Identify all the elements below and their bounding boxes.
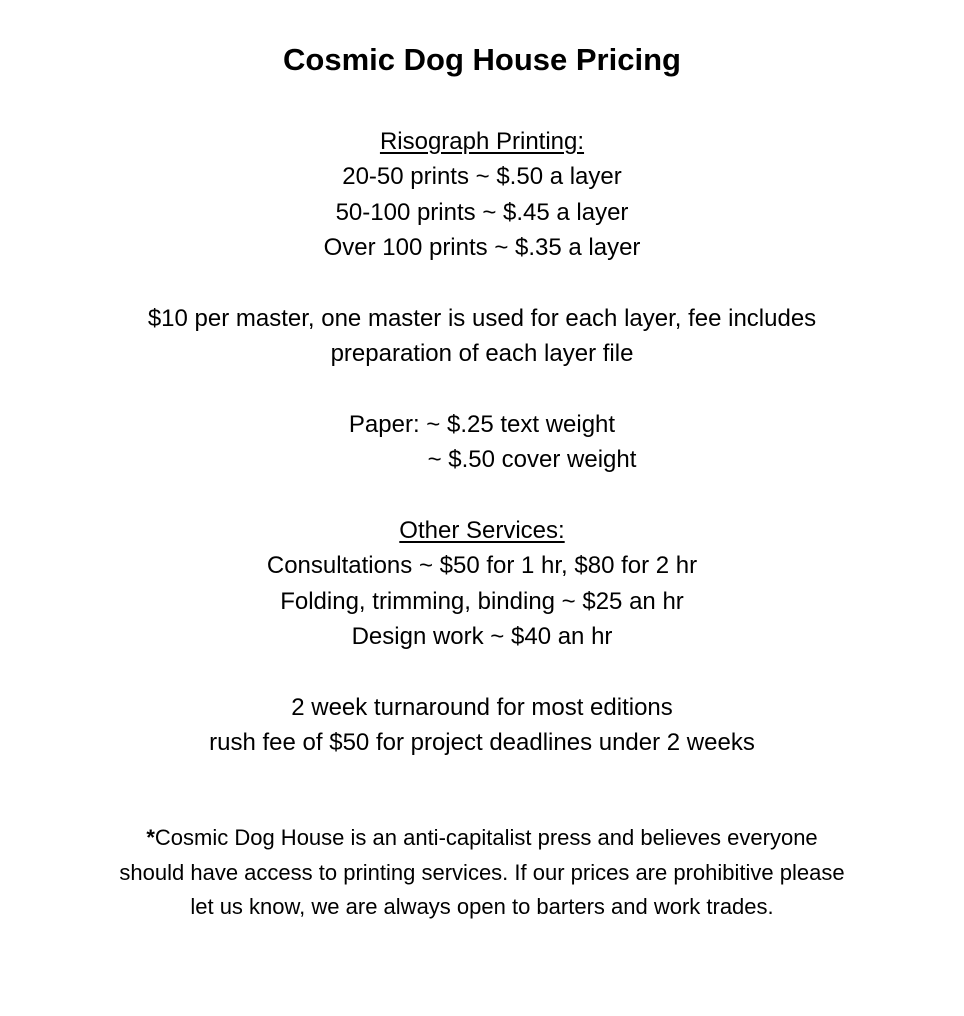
other-services-section (0, 513, 964, 655)
rush-fee-line: rush fee of $50 for project deadlines under 2 weeks (209, 729, 755, 757)
paper-text-weight-line: Paper: ~ $.25 text weight (348, 411, 616, 438)
service-line: Design work ~ $40 an hr (351, 623, 613, 651)
footnote-line (0, 821, 964, 856)
service-line: Folding, trimming, binding ~ $25 an hr (280, 587, 684, 615)
master-fee-section (0, 301, 964, 372)
footnote (0, 821, 964, 925)
service-line: Consultations ~ $50 for 1 hr, $80 for 2 hr (266, 552, 698, 580)
turnaround-section (0, 690, 964, 761)
riso-price-line: Over 100 prints ~ $.35 a layer (323, 234, 641, 262)
footnote-line: let us know, we are always open to barters and work trades. (190, 894, 774, 920)
risograph-heading: Risograph Printing: (379, 128, 585, 155)
turnaround-line: 2 week turnaround for most editions (291, 694, 673, 721)
master-fee-line: preparation of each layer file (330, 340, 634, 368)
paper-cover-weight-line: ~ $.50 cover weight (427, 446, 637, 474)
footnote-asterisk: * (146, 825, 155, 850)
risograph-section (0, 124, 964, 266)
riso-price-line: 50-100 prints ~ $.45 a layer (335, 198, 629, 226)
footnote-text: Cosmic Dog House is an anti-capitalist press and believes everyone (154, 825, 818, 850)
master-fee-line: $10 per master, one master is used for each layer, fee includes (147, 305, 817, 332)
paper-section (0, 407, 964, 478)
other-services-heading: Other Services: (399, 517, 565, 544)
page-title: Cosmic Dog House Pricing (283, 42, 681, 77)
riso-price-line: 20-50 prints ~ $.50 a layer (342, 163, 622, 191)
footnote-line: should have access to printing services. If our prices are prohibitive please (119, 859, 845, 885)
